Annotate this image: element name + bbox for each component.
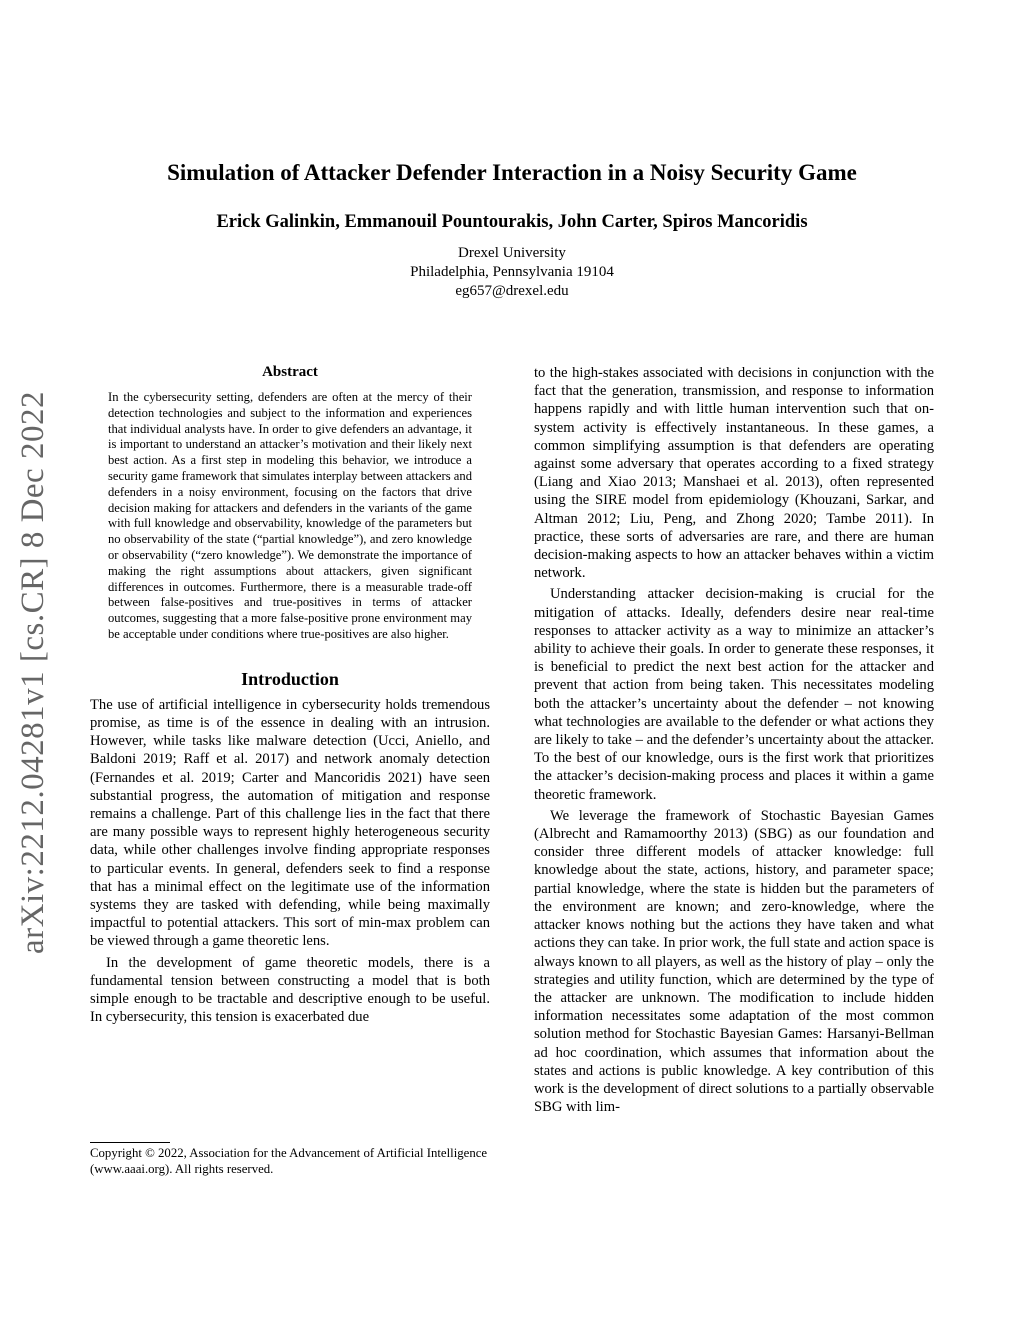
intro-paragraph-1: The use of artificial intelligence in cybersecurity holds tremendous promise, as time is of the essence in dealing with an intrusion. However, while tasks like malware detection (Ucci, Aniello, and Baldoni 2019; Raff et al. 2017) and network anomaly detection (Fernandes et al. 2019; Carter and Mancoridis 2021) have seen substantial progress, the automation of mitigation and response remains a challenge. Part of this challenge lies in the fact that there are many possible ways to represent highly heterogeneous security data, while other challenges involve finding appropriate responses to particular events. In general, defenders seek to find a response that has a minimal effect on the legitimate use of the information systems they are tasked with defending, while being maximally impactful to potential attackers. This sort of min-max problem can be viewed through a game theoretic lens. bbox=[90, 696, 490, 950]
paper-title: Simulation of Attacker Defender Interaction in a Noisy Security Game bbox=[167, 160, 857, 185]
affiliation-email: eg657@drexel.edu bbox=[455, 283, 569, 299]
introduction-heading: Introduction bbox=[241, 668, 339, 689]
abstract-heading: Abstract bbox=[262, 364, 318, 380]
right-paragraph-1: to the high-stakes associated with decisions in conjunction with the fact that the generation, transmission, and response to information happens rapidly and with little human intervention such that on-system activity is effectively instantaneous. In these games, a common simplifying assumption is that defenders are operating against some adversary that operates according to a fixed strategy (Liang and Xiao 2013; Manshaei et al. 2013), often represented using the SIRE model from epidemiology (Khouzani, Sarkar, and Altman 2012; Liu, Peng, and Zhong 2020; Tambe 2011). In practice, these sorts of adversaries are rare, and there are human decision-making aspects to how an attacker behaves within a victim network. bbox=[534, 365, 934, 582]
abstract-text: In the cybersecurity setting, defenders are often at the mercy of their detection technologies and subject to the information and experiences that individual analysts have. In order to give defenders an advantage, it is important to understand an attacker’s motivation and their likely next best action. As a first step in modeling this behavior, we introduce a security game framework that simulates interplay between attackers and defenders in a noisy environment, focusing on the factors that drive decision making for attackers and defenders in the variants of the game with full knowledge and observability, knowledge of the parameters but no observability of the state (“partial knowledge”), and zero knowledge or observability (“zero knowledge”). We demonstrate the importance of making the right assumptions about attackers, given significant differences in outcomes. Furthermore, there is a measurable trade-off between false-positives and true-positives in terms of attacker outcomes, suggesting that a more false-positive prone environment may be acceptable under conditions where true-positives are also higher. bbox=[108, 390, 472, 641]
arxiv-identifier: arXiv:2212.04281v1 [cs.CR] 8 Dec 2022 bbox=[14, 390, 51, 954]
affiliation-university: Drexel University bbox=[458, 245, 566, 261]
right-paragraph-2: Understanding attacker decision-making is crucial for the mitigation of attacks. Ideally, defenders desire near real-time responses to attacker activity as a way to minimize an attacker’s ability to achieve their goals. In order to generate these responses, it is beneficial to predict the next best action for the attacker and prevent that action from being taken. This necessitates modeling both the attacker’s uncertainty about the defender – not knowing what technologies are available to the defender or what actions they are likely to take – and the defender’s uncertainty about the attacker. To the best of our knowledge, ours is the first work that prioritizes the attacker’s decision-making process and places it within a game theoretic framework. bbox=[534, 586, 934, 803]
copyright-footnote bbox=[90, 1142, 490, 1178]
right-paragraph-3: We leverage the framework of Stochastic Bayesian Games (Albrecht and Ramamoorthy 2013) (SBG) as our foundation and consider three different models of attacker knowledge: full knowledge about the state, actions, history, and parameter space; partial knowledge, where the state is hidden but the parameters of the environment are known; and zero-knowledge, where the attacker knows nothing but the actions they have taken and what actions they can take. In prior work, the full state and action space is always known to all players, as well as the history of play – only the strategies and utility function, which are determined by the type of the attacker are unknown. The modification to include hidden information necessitates some adaptation of the most common solution method for Stochastic Bayesian Games: Harsanyi-Bellman ad hoc coordination, which assumes that information about the states and actions is public knowledge. A key contribution of this work is the development of direct solutions to a partially observable SBG with lim- bbox=[534, 807, 934, 1116]
left-column bbox=[90, 364, 490, 1026]
copyright-text: Copyright © 2022, Association for the Advancement of Artificial Intelligence (www.aaai.org). All rights reserved. bbox=[90, 1146, 488, 1176]
right-column bbox=[534, 364, 934, 1116]
affiliation-location: Philadelphia, Pennsylvania 19104 bbox=[410, 264, 614, 280]
affiliation-block bbox=[0, 244, 1024, 301]
author-list: Erick Galinkin, Emmanouil Pountourakis, John Carter, Spiros Mancoridis bbox=[216, 212, 808, 232]
arxiv-watermark bbox=[10, 362, 56, 982]
footnote-rule bbox=[90, 1142, 170, 1143]
intro-paragraph-2: In the development of game theoretic models, there is a fundamental tension between constructing a model that is both simple enough to be tractable and descriptive enough to be useful. In cybersecurity, this tension is exacerbated due bbox=[90, 954, 490, 1026]
